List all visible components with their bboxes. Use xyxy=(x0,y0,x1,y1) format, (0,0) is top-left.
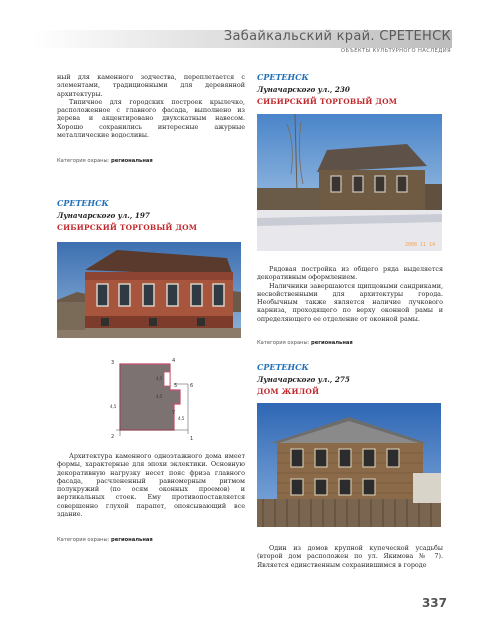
object-city: СРЕТЕНСК xyxy=(257,72,309,82)
paragraph: Архитектура каменного одноэтажного дома имеет формы, характерные для эпохи эклектики. Основную декоративную нагрузку несет пояс фриза главного фасада, расчлененный равномерным ритмом полукружий (по осям оконных проемов) и вертикальных стоек. Ему противопоставляется совершенно глухой парапет, опоясывающий все здание. xyxy=(57,452,245,519)
page-header-subtitle: ОБЪЕКТЫ КУЛЬТУРНОГО НАСЛЕДИЯ xyxy=(341,48,451,54)
category-value: региональная xyxy=(311,340,353,346)
object-275-text xyxy=(257,544,443,569)
paragraph: Типичное для городских построек крылечко, расположенное с главного фасада, выполнено из дерева и акцентировано двухскатным навесом. Хорошо сохранились интересные ажурные металлические водосливы. xyxy=(57,97,245,140)
photo-wooden-house-winter xyxy=(257,114,442,251)
object-street: Луначарского ул., 230 xyxy=(257,85,350,94)
plan-dim: 4,5 xyxy=(110,404,117,409)
floor-plan xyxy=(108,356,204,444)
category-label: Категория охраны: xyxy=(57,537,110,543)
category-line xyxy=(57,537,153,543)
plan-label-1: 1 xyxy=(190,436,194,442)
left-top-text xyxy=(57,73,245,139)
object-name: СИБИРСКИЙ ТОРГОВЫЙ ДОМ xyxy=(257,97,398,106)
object-city: СРЕТЕНСК xyxy=(57,198,109,208)
plan-dim: 4,5 xyxy=(156,394,163,399)
object-name: СИБИРСКИЙ ТОРГОВЫЙ ДОМ xyxy=(57,223,198,232)
category-label: Категория охраны: xyxy=(257,340,310,346)
category-value: региональная xyxy=(111,158,153,164)
object-230-text xyxy=(257,265,443,323)
plan-dim: 4,5 xyxy=(156,376,163,381)
plan-label-4: 4 xyxy=(172,358,176,364)
category-value: региональная xyxy=(111,537,153,543)
paragraph: Рядовая постройка из общего ряда выделяется декоративным оформлением. xyxy=(257,265,443,282)
object-city: СРЕТЕНСК xyxy=(257,362,309,372)
photo-date-stamp: 2008 11 14 xyxy=(405,242,436,248)
paragraph: Наличники завершаются щипцовыми сандриками, несвойственными для архитектуры города. Необычным также является наличие лучкового карниза, проходящего по верху оконной рамы и определяющего ее отделение от оконной рамы. xyxy=(257,281,443,323)
plan-label-7: 7 xyxy=(172,410,176,416)
paragraph: Один из домов крупной купеческой усадьбы (второй дом расположен по ул. Якимова № 7). Является единственным сохранившимся в городе xyxy=(257,544,443,569)
paragraph: ный для каменного зодчества, переплетается с элементами, традиционными для деревянной архитектуры. xyxy=(57,73,245,98)
category-line xyxy=(57,158,153,164)
left-bottom-text xyxy=(57,452,245,518)
object-street: Луначарского ул., 197 xyxy=(57,211,150,220)
object-street: Луначарского ул., 275 xyxy=(257,375,350,384)
plan-label-2: 2 xyxy=(111,434,115,440)
plan-dim: 4,5 xyxy=(178,416,185,421)
category-label: Категория охраны: xyxy=(57,158,110,164)
plan-label-5: 5 xyxy=(174,383,178,389)
photo-log-house xyxy=(257,403,441,527)
page-number: 337 xyxy=(421,596,447,610)
plan-label-6: 6 xyxy=(190,383,194,389)
page-header-title: Забайкальский край. СРЕТЕНСК xyxy=(223,29,451,44)
photo-brick-house xyxy=(57,242,241,338)
object-name: ДОМ ЖИЛОЙ xyxy=(257,387,320,396)
category-line xyxy=(257,340,353,346)
plan-label-3: 3 xyxy=(111,360,115,366)
